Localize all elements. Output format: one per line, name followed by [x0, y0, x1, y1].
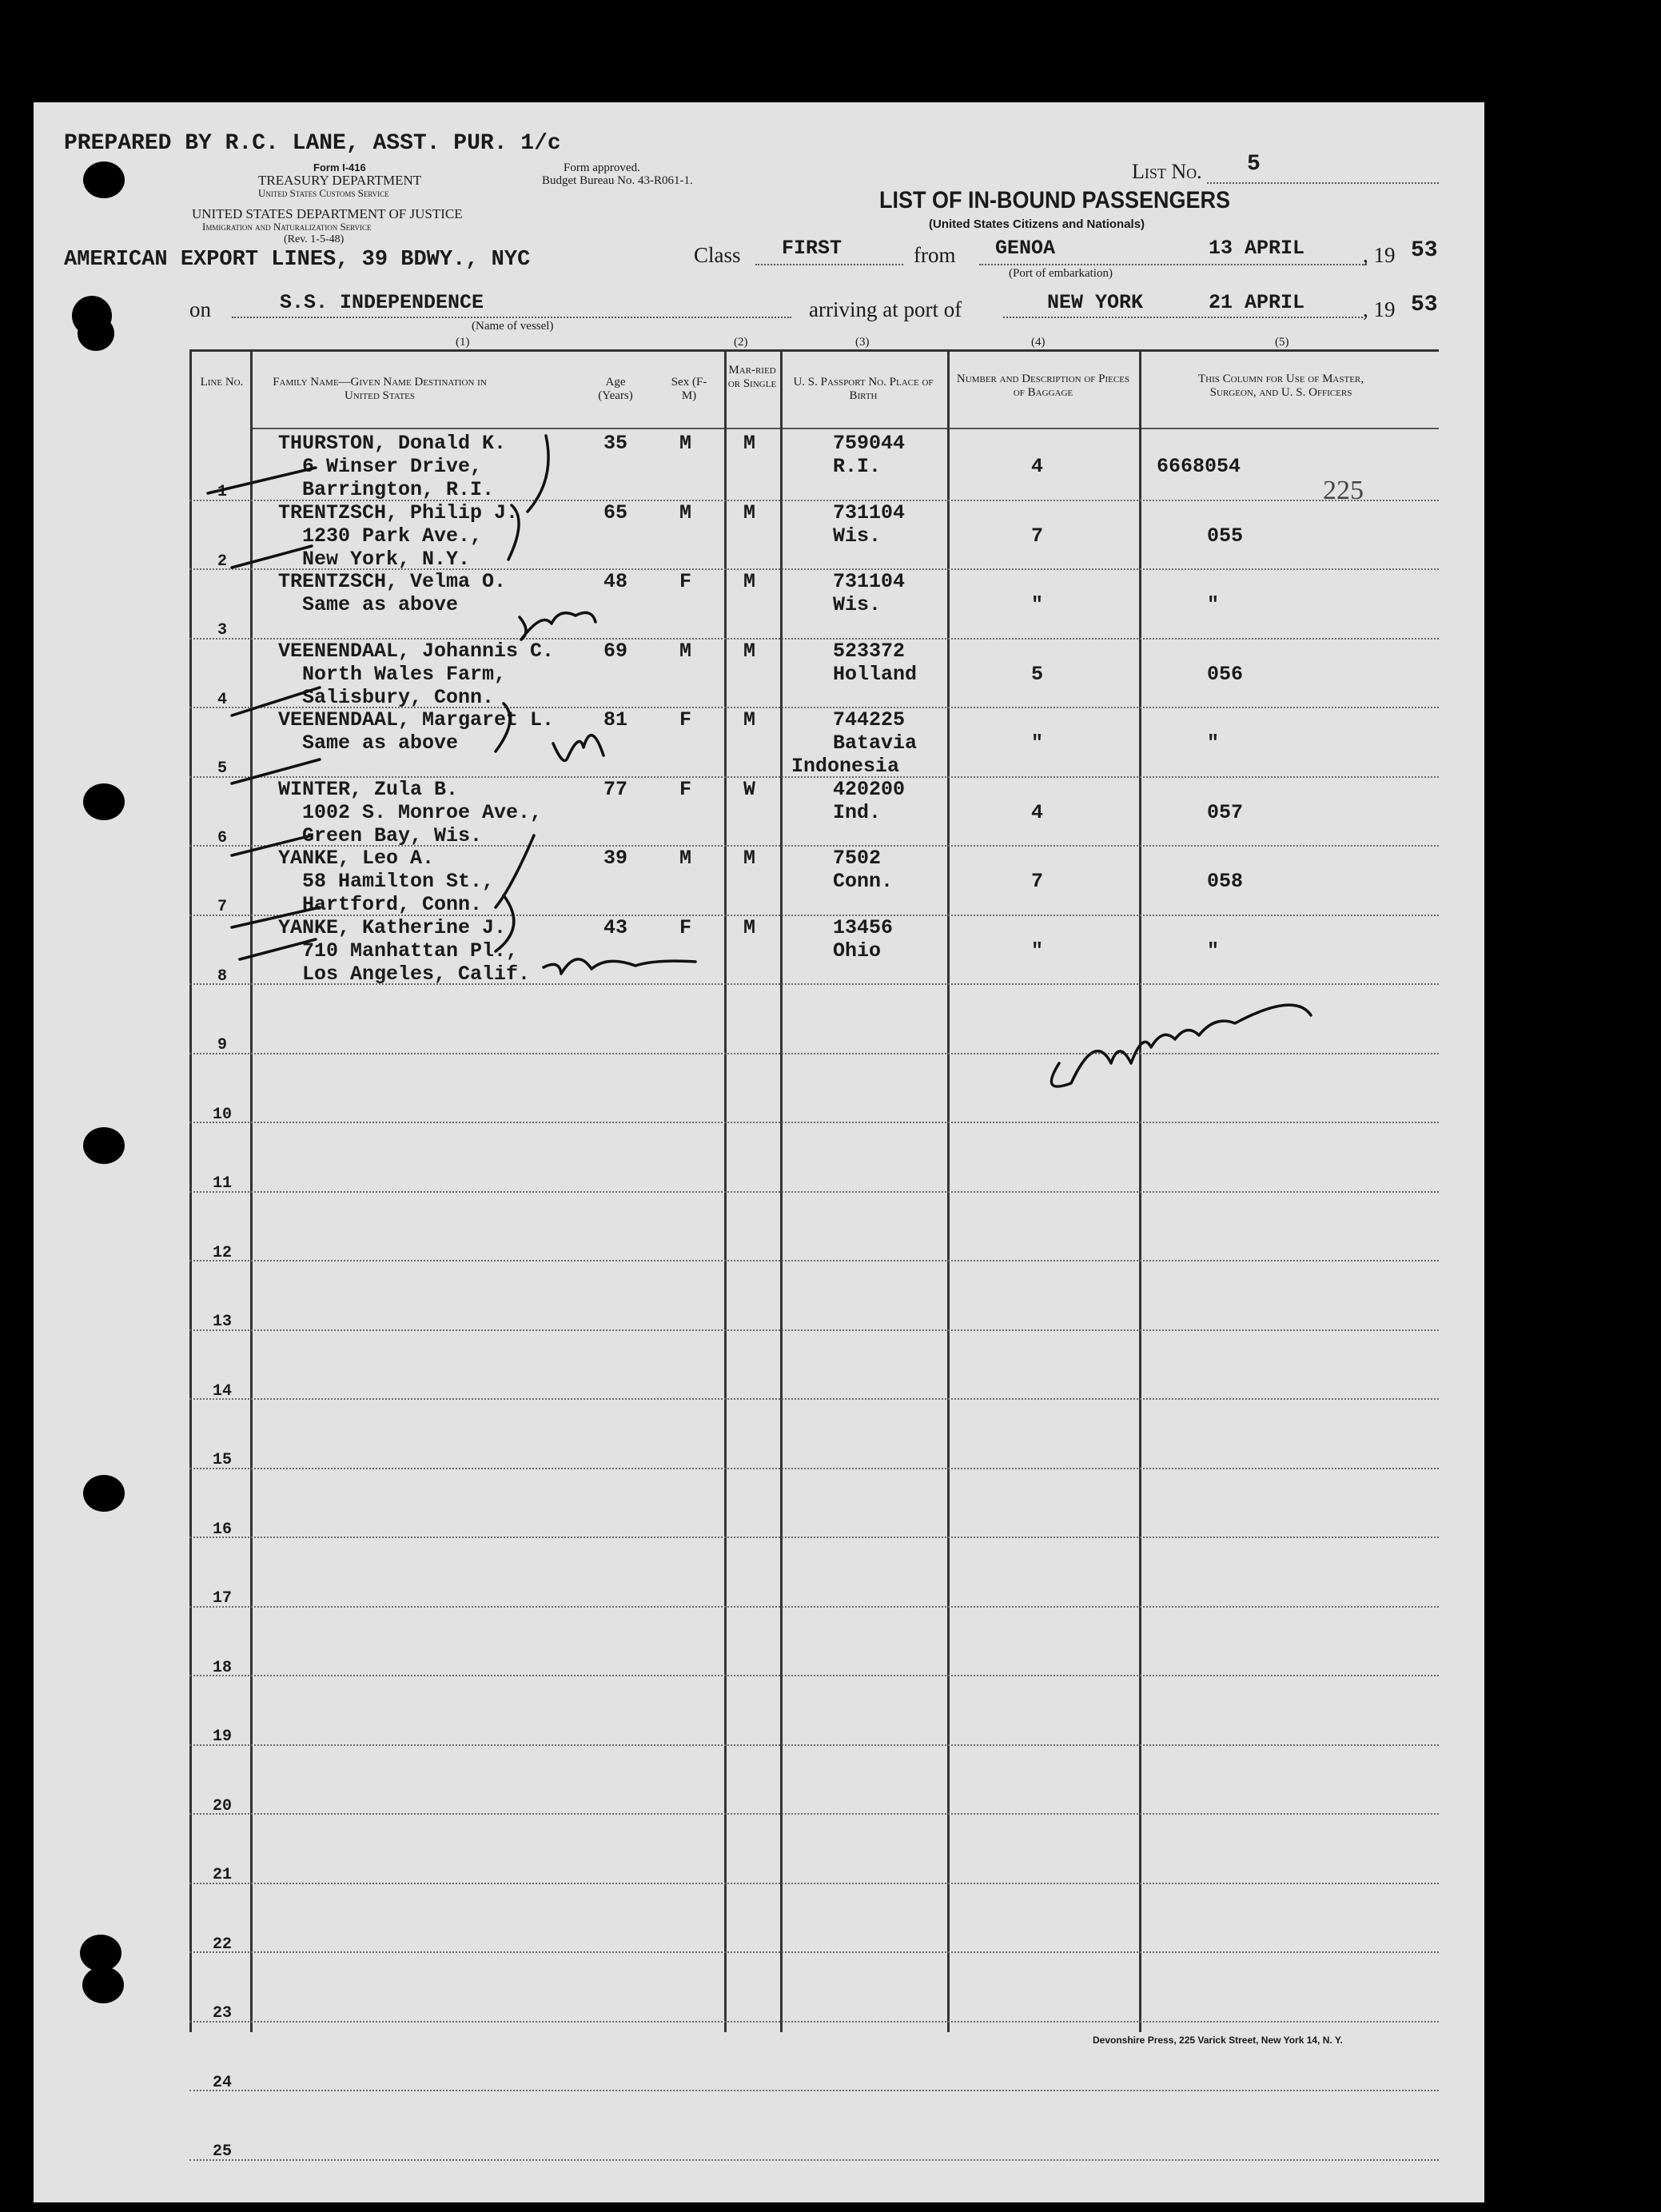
- passenger-age: 43: [603, 915, 628, 939]
- departure-date: 13 APRIL: [1209, 237, 1305, 260]
- line-number: 9: [217, 1036, 227, 1054]
- officer-number: 057: [1207, 800, 1244, 824]
- place-of-birth: Ohio: [833, 939, 882, 963]
- form-number: Form I-416: [313, 161, 366, 173]
- passenger-sex: M: [679, 847, 692, 870]
- on-label: on: [189, 297, 211, 321]
- passenger-address: North Wales Farm,: [302, 662, 507, 686]
- line-number: 23: [212, 2004, 232, 2023]
- passport-number: 523372: [833, 639, 906, 663]
- page-subtitle: (United States Citizens and Nationals): [929, 217, 1145, 231]
- line-number: 13: [212, 1313, 232, 1331]
- passenger-name: VEENENDAAL, Johannis C.: [278, 639, 555, 663]
- ins-service: Immigration and Naturalization Service: [202, 221, 372, 233]
- passport-number: 759044: [833, 432, 906, 455]
- passenger-address: 710 Manhattan Pl.,: [302, 939, 519, 963]
- passenger-marital: M: [743, 500, 756, 524]
- col-num-3: (3): [855, 336, 870, 349]
- baggage-count: ": [1031, 939, 1044, 963]
- place-of-birth: R.I.: [833, 455, 882, 478]
- hdr-married: Mar-ried or Single: [727, 364, 777, 390]
- hdr-name: Family Name—Given Name Destination in United States: [273, 376, 487, 402]
- hdr-passport: U. S. Passport No. Place of Birth: [793, 376, 934, 402]
- passenger-sex: M: [679, 500, 692, 524]
- line-number: 25: [212, 2142, 232, 2161]
- passenger-address: New York, N.Y.: [302, 547, 471, 571]
- passport-number: 731104: [833, 570, 906, 593]
- line-number: 1: [217, 483, 227, 501]
- passenger-age: 35: [603, 432, 628, 455]
- arriving-label: arriving at port of: [809, 297, 962, 321]
- passenger-age: 81: [603, 708, 628, 731]
- line-number: 24: [212, 2073, 232, 2092]
- year-2: 53: [1411, 293, 1438, 317]
- justice-dept: UNITED STATES DEPARTMENT OF JUSTICE: [192, 206, 463, 221]
- baggage-count: ": [1031, 731, 1044, 755]
- line-number: 10: [212, 1105, 232, 1124]
- line-number: 21: [212, 1866, 232, 1884]
- place-of-birth: Wis.: [833, 524, 882, 548]
- passenger-name: TRENTZSCH, Velma O.: [278, 570, 507, 593]
- passenger-marital: M: [743, 639, 756, 663]
- passenger-name: TRENTZSCH, Philip J.: [278, 500, 519, 524]
- hdr-age: Age (Years): [598, 376, 633, 402]
- passenger-marital: W: [743, 777, 756, 801]
- passenger-address: Same as above: [302, 593, 459, 616]
- place-of-birth: Conn.: [833, 870, 894, 893]
- passenger-name: THURSTON, Donald K.: [278, 432, 507, 455]
- prepared-by: PREPARED BY R.C. LANE, ASST. PUR. 1/c: [64, 131, 561, 156]
- officer-number: ": [1207, 593, 1220, 616]
- passenger-marital: M: [743, 432, 756, 455]
- officer-number: 058: [1207, 870, 1244, 893]
- year-prefix-1: , 19: [1363, 243, 1396, 267]
- passenger-name: WINTER, Zula B.: [278, 777, 459, 801]
- passenger-age: 77: [603, 777, 628, 801]
- line-number: 2: [217, 552, 227, 571]
- from-value: GENOA: [995, 237, 1056, 260]
- list-no-value: 5: [1247, 152, 1261, 177]
- list-no-label: List No.: [1132, 160, 1202, 183]
- form-approved: Form approved.: [564, 161, 640, 174]
- line-number: 19: [212, 1728, 232, 1746]
- treasury-dept: TREASURY DEPARTMENT: [258, 173, 422, 188]
- vessel-name: S.S. INDEPENDENCE: [280, 291, 484, 314]
- passenger-sex: F: [679, 777, 692, 801]
- line-number: 20: [212, 1796, 232, 1815]
- line-number: 17: [212, 1589, 232, 1608]
- passenger-name: YANKE, Katherine J.: [278, 915, 507, 939]
- passenger-address: 6 Winser Drive,: [302, 455, 483, 478]
- officer-number: ": [1207, 939, 1220, 963]
- line-number: 8: [217, 967, 227, 986]
- line-number: 3: [217, 621, 227, 640]
- passenger-address: Barrington, R.I.: [302, 478, 495, 501]
- passenger-marital: M: [743, 708, 756, 731]
- page-title: LIST OF IN-BOUND PASSENGERS: [879, 187, 1231, 213]
- hdr-baggage: Number and Description of Pieces of Baggage: [956, 373, 1130, 399]
- baggage-count: 5: [1031, 662, 1044, 686]
- passenger-age: 65: [603, 500, 628, 524]
- customs-service: United States Customs Service: [258, 187, 389, 199]
- passport-number: 7502: [833, 847, 882, 870]
- baggage-count: 7: [1031, 870, 1044, 893]
- officer-number: 056: [1207, 662, 1244, 686]
- line-number: 15: [212, 1451, 232, 1469]
- arrival-date: 21 APRIL: [1209, 291, 1305, 314]
- hdr-line: Line No.: [200, 376, 244, 389]
- passenger-age: 48: [603, 570, 628, 593]
- passenger-address: 1002 S. Monroe Ave.,: [302, 800, 543, 824]
- printer-footer: Devonshire Press, 225 Varick Street, New York 14, N. Y.: [1093, 2035, 1343, 2046]
- passport-number: 13456: [833, 915, 894, 939]
- officer-number: ": [1207, 731, 1220, 755]
- class-value: FIRST: [782, 237, 842, 260]
- officer-number: 6668054: [1157, 455, 1241, 478]
- place-of-birth-2: Indonesia: [791, 755, 900, 778]
- year-prefix-2: , 19: [1363, 297, 1396, 321]
- passport-number: 744225: [833, 708, 906, 731]
- line-number: 7: [217, 898, 227, 916]
- col-num-1: (1): [456, 336, 470, 349]
- col-num-2: (2): [734, 336, 748, 349]
- passenger-address: Salisbury, Conn.: [302, 685, 495, 709]
- port-embark-caption: (Port of embarkation): [1009, 267, 1113, 280]
- passenger-sex: M: [679, 432, 692, 455]
- hdr-officers: This Column for Use of Master, Surgeon, and U. S. Officers: [1197, 373, 1364, 399]
- line-number: 11: [212, 1174, 232, 1193]
- passenger-name: VEENENDAAL, Margaret L.: [278, 708, 555, 731]
- passenger-sex: F: [679, 915, 692, 939]
- passenger-age: 69: [603, 639, 628, 663]
- line-number: 12: [212, 1243, 232, 1262]
- line-number: 18: [212, 1658, 232, 1677]
- passport-number: 420200: [833, 777, 906, 801]
- passenger-address: 1230 Park Ave.,: [302, 524, 483, 548]
- passenger-age: 39: [603, 847, 628, 870]
- passenger-address: Same as above: [302, 731, 459, 755]
- baggage-count: 7: [1031, 524, 1044, 548]
- line-number: 22: [212, 1935, 232, 1954]
- line-number: 6: [217, 828, 227, 847]
- passenger-marital: M: [743, 570, 756, 593]
- passenger-address: 58 Hamilton St.,: [302, 870, 495, 893]
- class-label: Class: [694, 243, 741, 267]
- shipping-line: AMERICAN EXPORT LINES, 39 BDWY., NYC: [64, 248, 531, 272]
- place-of-birth: Batavia: [833, 731, 918, 755]
- line-number: 16: [212, 1520, 232, 1539]
- place-of-birth: Ind.: [833, 800, 882, 824]
- budget-bureau: Budget Bureau No. 43-R061-1.: [542, 174, 693, 187]
- passenger-sex: F: [679, 708, 692, 731]
- stamp-number: 225: [1323, 476, 1364, 505]
- passenger-marital: M: [743, 847, 756, 870]
- line-number: 4: [217, 690, 227, 709]
- passenger-marital: M: [743, 915, 756, 939]
- passenger-sex: F: [679, 570, 692, 593]
- place-of-birth: Wis.: [833, 593, 882, 616]
- hdr-sex: Sex (F-M): [671, 376, 707, 402]
- passenger-sex: M: [679, 639, 692, 663]
- baggage-count: 4: [1031, 800, 1044, 824]
- passenger-address: Green Bay, Wis.: [302, 823, 483, 847]
- passenger-address: Hartford, Conn.: [302, 893, 483, 916]
- from-label: from: [914, 243, 956, 267]
- place-of-birth: Holland: [833, 662, 918, 686]
- passenger-address: Los Angeles, Calif.: [302, 962, 531, 986]
- line-number: 14: [212, 1381, 232, 1401]
- passenger-name: YANKE, Leo A.: [278, 847, 435, 870]
- col-num-4: (4): [1031, 336, 1046, 349]
- baggage-count: 4: [1031, 455, 1044, 478]
- form-revision: (Rev. 1-5-48): [284, 233, 345, 245]
- officer-number: 055: [1207, 524, 1244, 548]
- passport-number: 731104: [833, 500, 906, 524]
- line-number: 5: [217, 759, 227, 778]
- col-num-5: (5): [1275, 336, 1289, 349]
- year-1: 53: [1411, 238, 1438, 263]
- vessel-caption: (Name of vessel): [472, 320, 554, 333]
- baggage-count: ": [1031, 593, 1044, 616]
- arrival-port: NEW YORK: [1047, 291, 1144, 314]
